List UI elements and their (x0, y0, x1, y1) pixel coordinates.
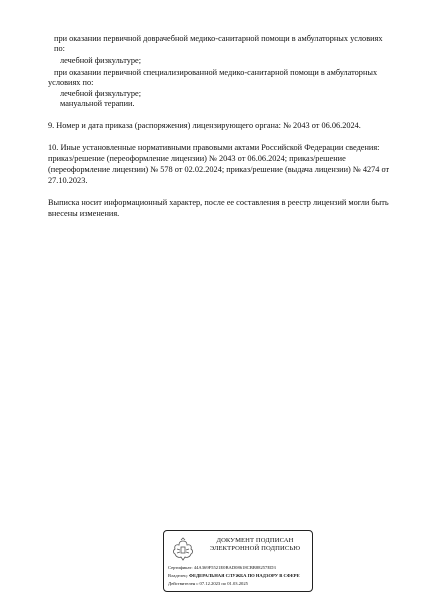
text-line: 9. Номер и дата приказа (распоряжения) лицензирующего органа: № 2043 от 06.06.2024. (48, 121, 361, 130)
stamp-title-line: ДОКУМЕНТ ПОДПИСАН (216, 537, 294, 544)
text-line: внесены изменения. (48, 209, 120, 218)
text-line: (переоформление лицензии) № 578 от 02.02.2024; приказ/решение (выдача лицензии) № 4274 от (48, 165, 390, 174)
text-line: при оказании первичной доврачебной медико-санитарной помощи в амбулаторных условиях (54, 34, 383, 43)
validity-row (168, 581, 248, 587)
text-line: приказ/решение (переоформление лицензии) № 2043 от 06.06.2024; приказ/решение (48, 154, 346, 163)
certificate-row (168, 565, 276, 571)
text-line: Выписка носит информационный характер, после ее составления в реестр лицензий могли быть (48, 198, 389, 207)
text-line: при оказании первичной специализированной медико-санитарной помощи в амбулаторных (54, 68, 378, 77)
text-line: лечебной физкультуре; (60, 56, 141, 65)
text-line: мануальной терапии. (60, 99, 135, 108)
certificate-value: 44A369F5521E0BAD08618CBB88257ED3 (193, 565, 276, 570)
coat-of-arms-icon (170, 537, 196, 563)
certificate-label: Сертификат: (168, 565, 193, 570)
owner-value: ФЕДЕРАЛЬНАЯ СЛУЖБА ПО НАДЗОРУ В СФЕРЕ (189, 573, 300, 578)
stamp-title-line: ЭЛЕКТРОННОЙ ПОДПИСЬЮ (209, 545, 301, 552)
text-line: по: (54, 44, 65, 53)
text-line: лечебной физкультуре; (60, 89, 141, 98)
electronic-signature-stamp (163, 530, 313, 592)
stamp-title (196, 537, 313, 553)
owner-label: Владелец: (168, 573, 188, 578)
text-line: 10. Иные установленные нормативными правовыми актами Российской Федерации сведения: (48, 143, 380, 152)
validity-text: Действителен с 07.12.2023 по 01.03.2025 (168, 581, 248, 586)
owner-row (168, 573, 300, 579)
text-line: условиях по: (48, 78, 94, 87)
text-line: 27.10.2023. (48, 176, 88, 185)
